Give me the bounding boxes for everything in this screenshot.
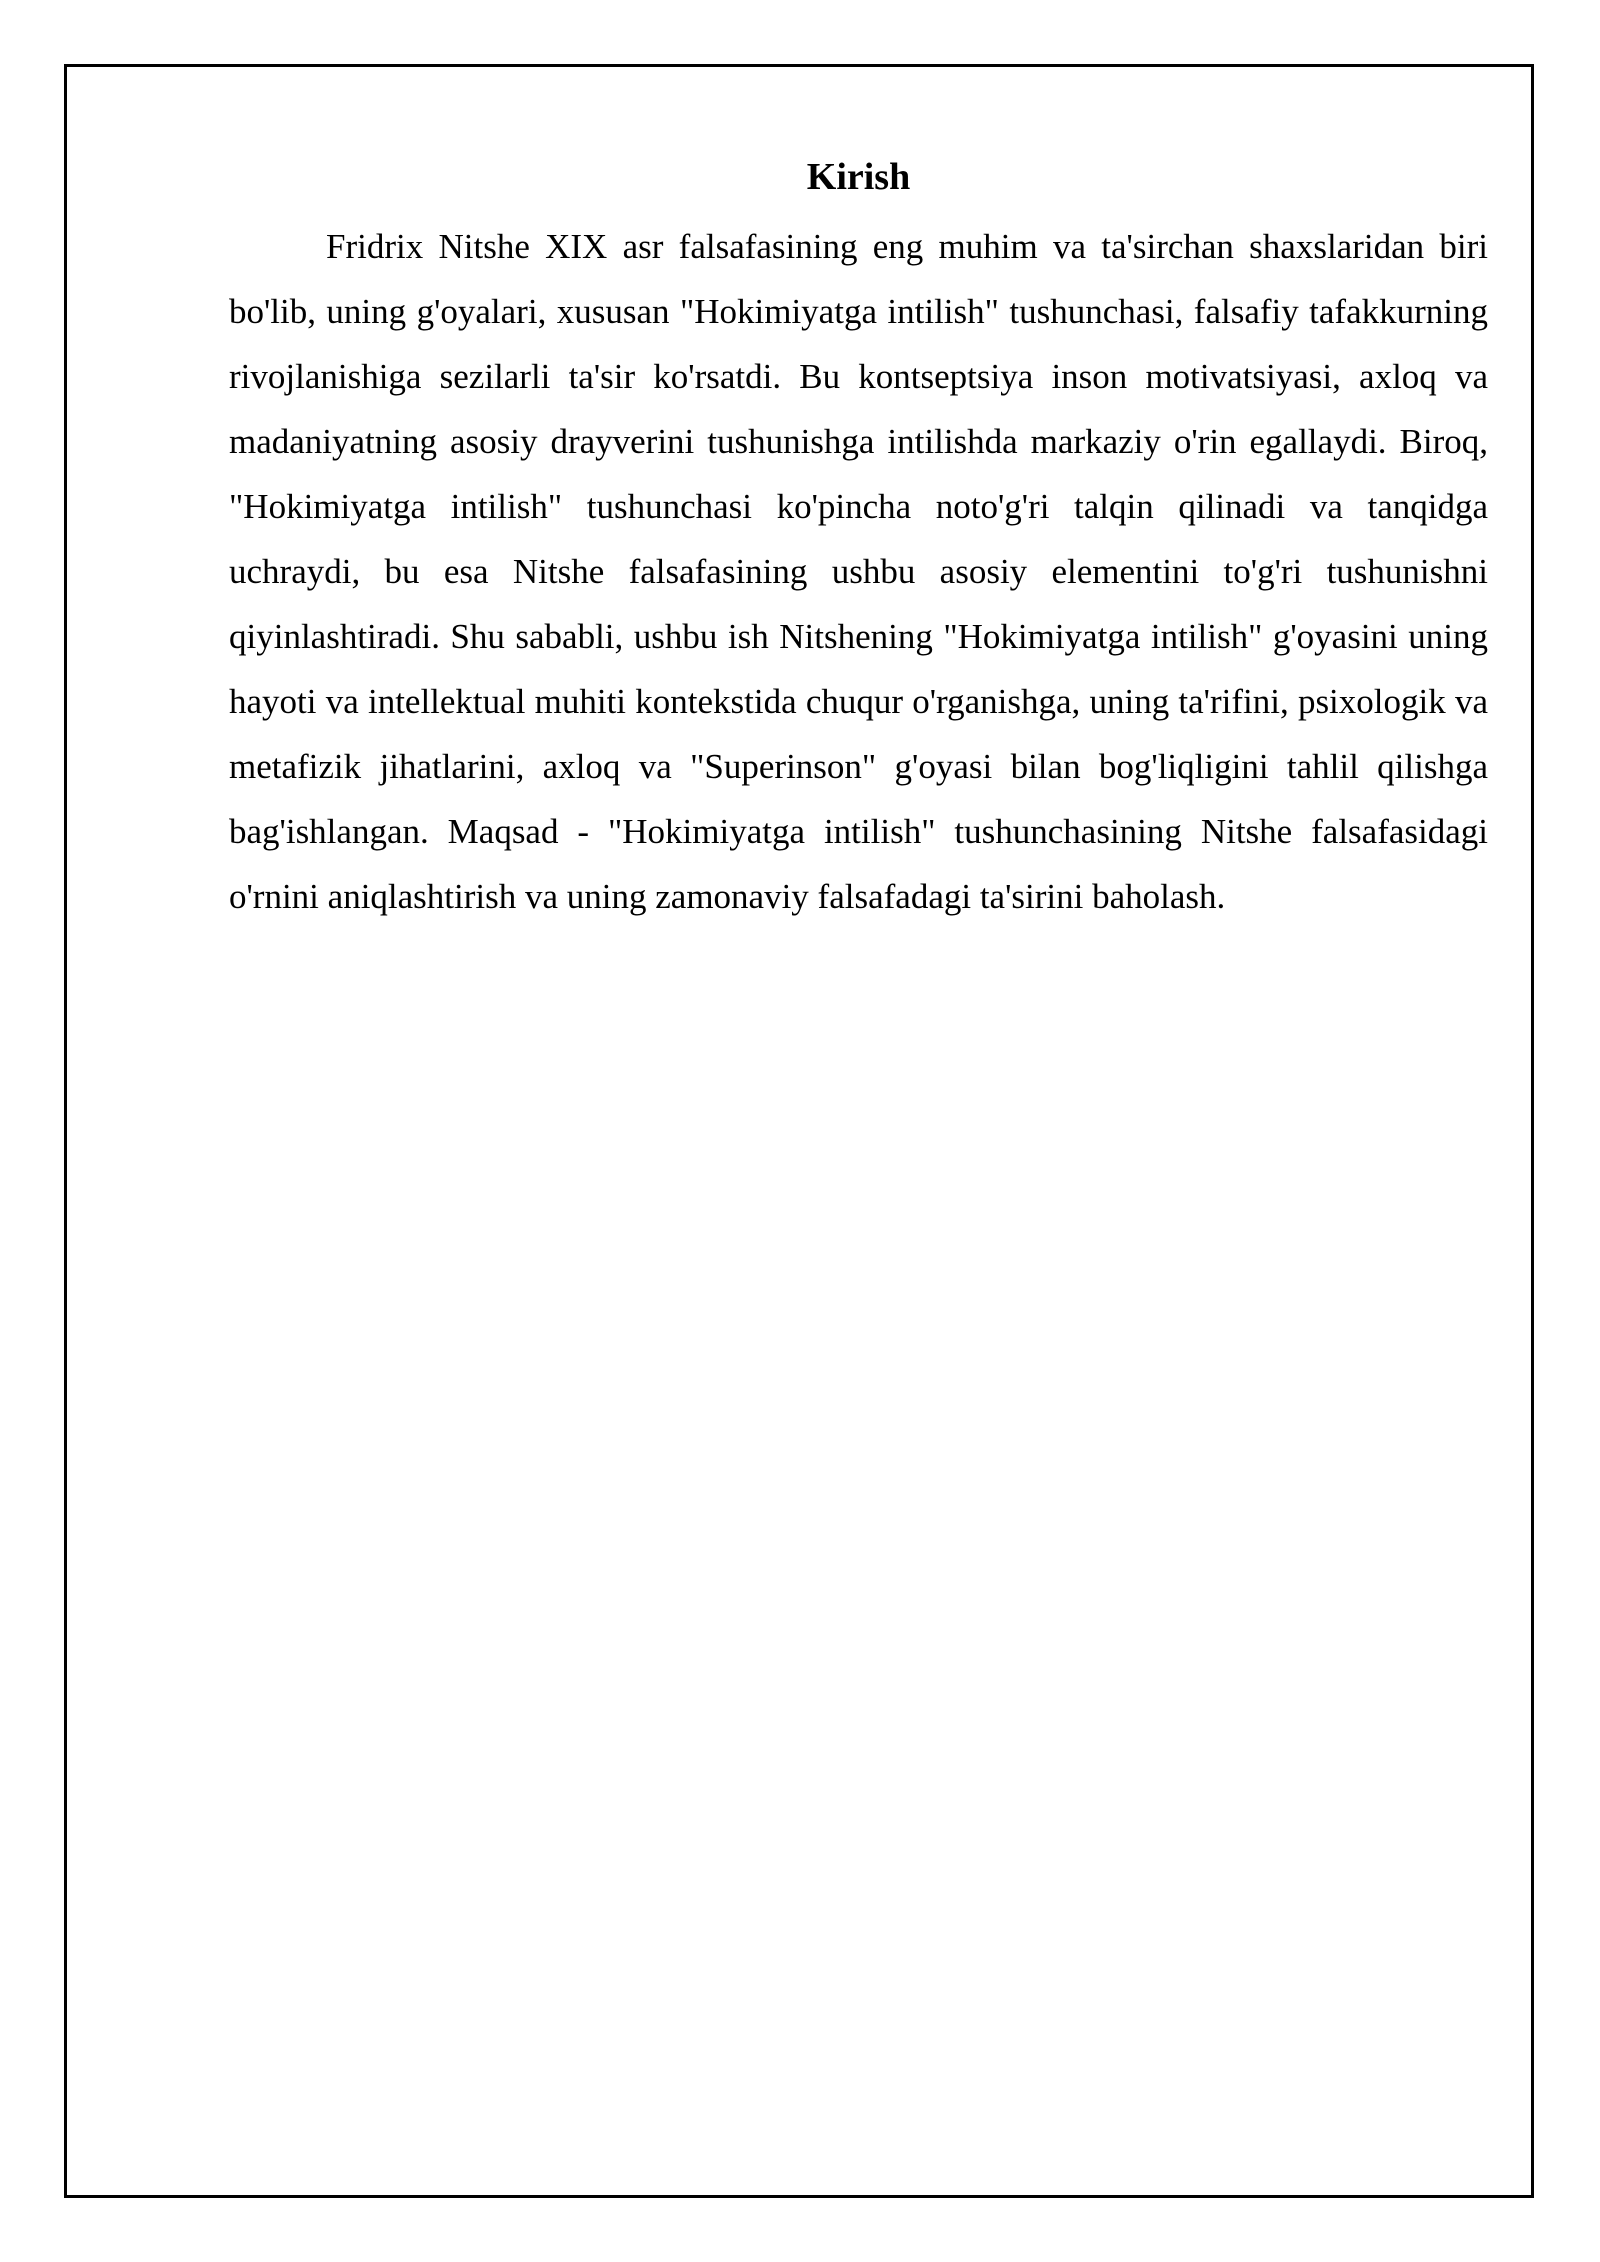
section-heading: Kirish: [806, 156, 911, 198]
intro-paragraph: Fridrix Nitshe XIX asr falsafasining eng muhim va ta'sirchan shaxslaridan biri bo'lib, uning g'oyalari, xususan "Hokimiyatga intilish" tushunchasi, falsafiy tafakkurning rivojlanishiga sezilarli ta'sir ko'rsatdi. Bu kontseptsiya inson motivatsiyasi, axloq va madaniyatning asosiy drayverini tushunishga intilishda markaziy o'rin egallaydi. Biroq, "Hokimiyatga intilish" tushunchasi ko'pincha noto'g'ri talqin qilinadi va tanqidga uchraydi, bu esa Nitshe falsafasining ushbu asosiy elementini to'g'ri tushunishni qiyinlashtiradi. Shu sababli, ushbu ish Nitshening "Hokimiyatga intilish" g'oyasini uning hayoti va intellektual muhiti kontekstida chuqur o'rganishga, uning ta'rifini, psixologik va metafizik jihatlarini, axloq va "Superinson" g'oyasi bilan bog'liqligini tahlil qilishga bag'ishlangan. Maqsad - "Hokimiyatga intilish" tushunchasining Nitshe falsafasidagi o'rnini aniqlashtirish va uning zamonaviy falsafadagi ta'sirini baholash.: [229, 227, 1488, 916]
document-body: [229, 148, 1488, 929]
